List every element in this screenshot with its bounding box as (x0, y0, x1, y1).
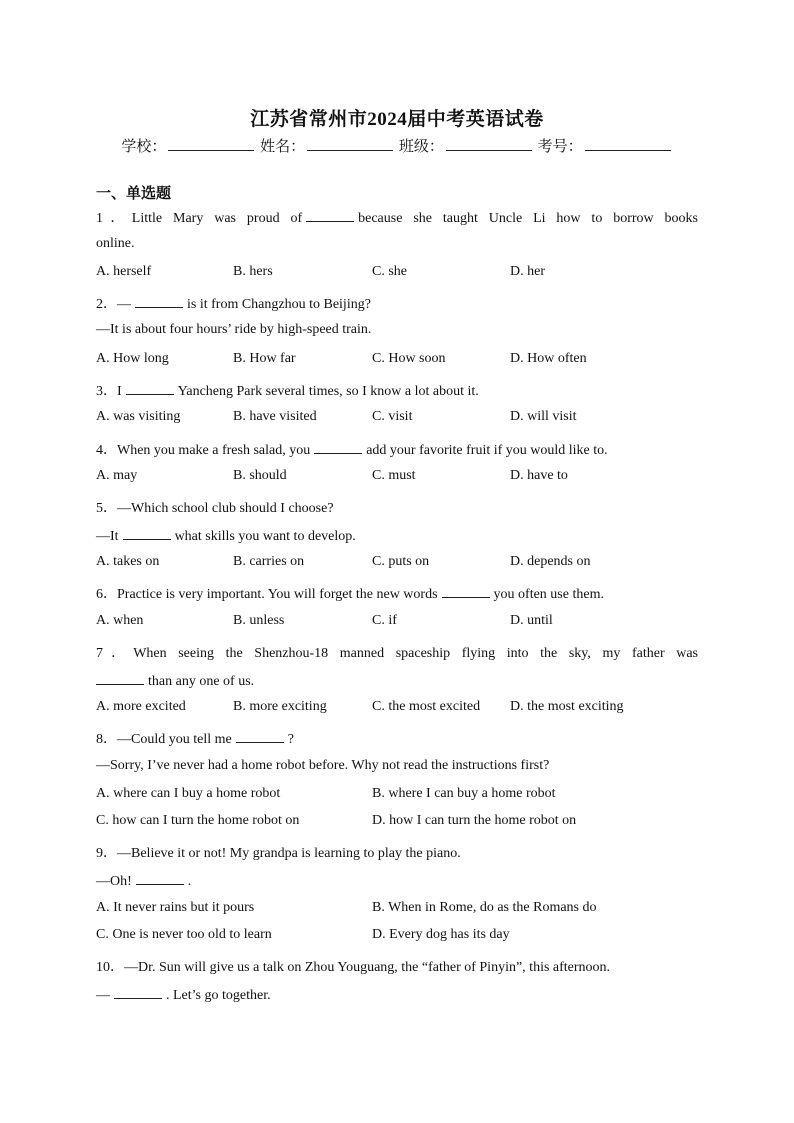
option-b: B. How far (233, 351, 296, 366)
option-a: A. How long (96, 351, 169, 366)
answer-blank (236, 730, 284, 743)
option-c: C. the most excited (372, 699, 481, 714)
option-d: D. depends on (510, 554, 591, 569)
option-c: C. How soon (372, 351, 446, 366)
question-2-line-1: 2．— is it from Changzhou to Beijing? (96, 297, 371, 312)
option-c: C. visit (372, 409, 413, 424)
question-3-line-1: 3．I Yancheng Park several times, so I know a lot about it. (96, 384, 479, 399)
exam-number-blank[interactable] (585, 136, 671, 151)
option-b: B. When in Rome, do as the Romans do (372, 900, 597, 915)
name-blank[interactable] (307, 136, 393, 151)
option-a: A. when (96, 613, 144, 628)
option-b: B. hers (233, 264, 273, 279)
option-a: A. where can I buy a home robot (96, 786, 281, 801)
student-info-row (0, 135, 794, 156)
option-d: D. her (510, 264, 545, 279)
question-9-line-1: 9．—Believe it or not! My grandpa is learning to play the piano. (96, 846, 461, 861)
option-d: D. how I can turn the home robot on (372, 813, 577, 828)
page-title: 江苏省常州市2024届中考英语试卷 (250, 109, 544, 130)
answer-blank (123, 527, 171, 540)
option-d: D. will visit (510, 409, 577, 424)
answer-blank (126, 382, 174, 395)
question-8-line-2: —Sorry, I’ve never had a home robot before. Why not read the instructions first? (96, 758, 550, 773)
school-label: 学校： (121, 139, 167, 155)
option-c: C. puts on (372, 554, 430, 569)
question-8-line-1: 8．—Could you tell me ? (96, 732, 294, 747)
question-5-line-1: 5．—Which school club should I choose? (96, 501, 334, 516)
question-9-line-2: —Oh! . (96, 874, 192, 889)
option-d: D. How often (510, 351, 587, 366)
option-d: D. until (510, 613, 553, 628)
option-b: B. more exciting (233, 699, 327, 714)
question-1-line-2: online. (96, 236, 135, 251)
option-a: A. more excited (96, 699, 186, 714)
answer-blank (136, 872, 184, 885)
option-a: A. may (96, 468, 138, 483)
option-c: C. she (372, 264, 407, 279)
class-blank[interactable] (446, 136, 532, 151)
question-7-line-1: 7．When seeing the Shenzhou-18 manned spaceship flying into the sky, my father was (96, 646, 698, 661)
option-a: A. takes on (96, 554, 160, 569)
class-label: 班级： (398, 139, 444, 155)
option-a: A. It never rains but it pours (96, 900, 255, 915)
answer-blank (442, 585, 490, 598)
option-b: B. should (233, 468, 287, 483)
question-1-line-1: 1．Little Mary was proud of because she taught Uncle Li how to borrow books (96, 211, 698, 226)
question-2-line-2: —It is about four hours’ ride by high-speed train. (96, 322, 372, 337)
option-d: D. Every dog has its day (372, 927, 510, 942)
option-b: B. unless (233, 613, 285, 628)
answer-blank (96, 672, 144, 685)
option-d: D. have to (510, 468, 568, 483)
option-b: B. carries on (233, 554, 305, 569)
option-c: C. how can I turn the home robot on (96, 813, 300, 828)
option-c: C. if (372, 613, 397, 628)
answer-blank (135, 295, 183, 308)
option-a: A. was visiting (96, 409, 181, 424)
exam-number-label: 考号： (537, 139, 583, 155)
answer-blank (314, 441, 362, 454)
question-10-line-2: — . Let’s go together. (96, 988, 271, 1003)
school-blank[interactable] (168, 136, 254, 151)
option-a: A. herself (96, 264, 152, 279)
option-c: C. One is never too old to learn (96, 927, 272, 942)
section-title: 一、单选题 (96, 186, 172, 202)
question-4-line-1: 4．When you make a fresh salad, you add your favorite fruit if you would like to. (96, 443, 608, 458)
answer-blank (114, 986, 162, 999)
name-label: 姓名： (260, 139, 306, 155)
question-7-line-2: than any one of us. (96, 672, 698, 690)
question-5-line-2: —It what skills you want to develop. (96, 529, 356, 544)
option-c: C. must (372, 468, 416, 483)
answer-blank (306, 209, 354, 222)
question-6-line-1: 6．Practice is very important. You will forget the new words you often use them. (96, 587, 604, 602)
option-b: B. where I can buy a home robot (372, 786, 556, 801)
question-10-line-1: 10．—Dr. Sun will give us a talk on Zhou Youguang, the “father of Pinyin”, this afternoon. (96, 960, 611, 975)
option-d: D. the most exciting (510, 699, 624, 714)
option-b: B. have visited (233, 409, 317, 424)
